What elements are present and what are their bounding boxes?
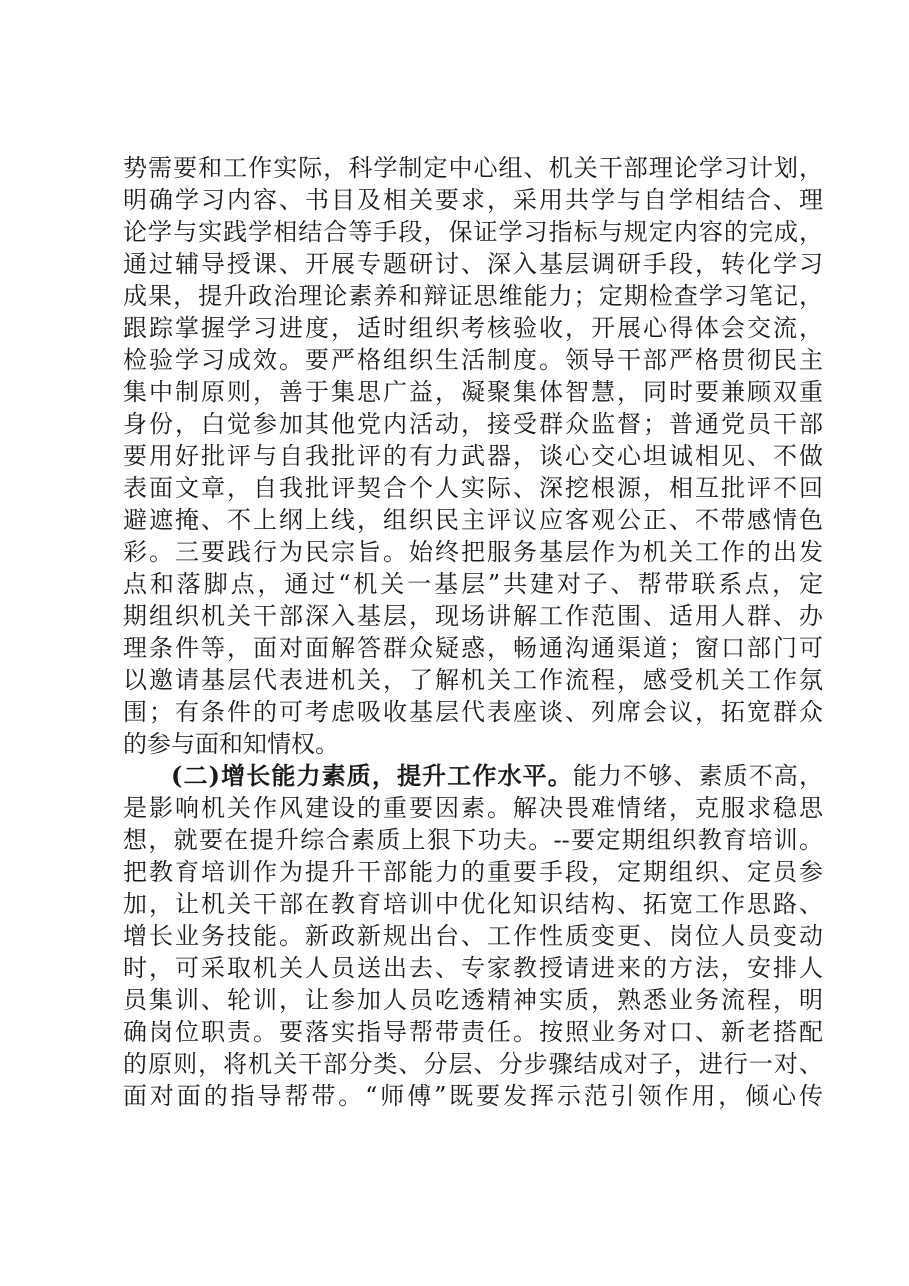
text-line: 期组织机关干部深入基层，现场讲解工作范围、适用人群、办 bbox=[123, 602, 823, 630]
text-line: 表面文章，自我批评契合个人实际、深挖根源，相互批评不回 bbox=[123, 474, 823, 502]
text-line: 通过辅导授课、开展专题研讨、深入基层调研手段，转化学习 bbox=[123, 250, 823, 278]
section-first-line-text: 能力不够、素质不高， bbox=[572, 762, 823, 790]
text-line: 集中制原则，善于集思广益，凝聚集体智慧，同时要兼顾双重 bbox=[123, 378, 823, 406]
text-line: 身份，白觉参加其他党内活动，接受群众监督；普通党员干部 bbox=[123, 410, 823, 438]
text-line: 跟踪掌握学习进度，适时组织考核验收，开展心得体会交流， bbox=[123, 314, 823, 342]
text-line: 想，就要在提升综合素质上狠下功夫。--要定期组织教育培训。 bbox=[123, 826, 823, 854]
text-line: 面对面的指导帮带。“师傅”既要发挥示范引领作用，倾心传 bbox=[123, 1082, 823, 1110]
text-line: 论学与实践学相结合等手段，保证学习指标与规定内容的完成， bbox=[123, 218, 823, 246]
text-line: 点和落脚点，通过“机关一基层”共建对子、帮带联系点，定 bbox=[123, 570, 823, 598]
text-line: 成果，提升政治理论素养和辩证思维能力；定期检查学习笔记， bbox=[123, 282, 823, 310]
text-line: 的原则，将机关干部分类、分层、分步骤结成对子，进行一对、 bbox=[123, 1050, 823, 1078]
text-line: 理条件等，面对面解答群众疑惑，畅通沟通渠道；窗口部门可 bbox=[123, 634, 823, 662]
text-line: 加，让机关干部在教育培训中优化知识结构、拓宽工作思路、 bbox=[123, 890, 823, 918]
text-line: 避遮掩、不上纲上线，组织民主评议应客观公正、不带感情色 bbox=[123, 506, 823, 534]
section-first-line bbox=[123, 760, 823, 792]
document-page bbox=[123, 152, 823, 1112]
text-line: 明确学习内容、书目及相关要求，采用共学与自学相结合、理 bbox=[123, 186, 823, 214]
section-heading: (二)增长能力素质，提升工作水平。 bbox=[171, 761, 573, 790]
text-line: 增长业务技能。新政新规出台、工作性质变更、岗位人员变动 bbox=[123, 922, 823, 950]
text-line: 以邀请基层代表进机关，了解机关工作流程，感受机关工作氛 bbox=[123, 666, 823, 694]
text-line: 是影响机关作风建设的重要因素。解决畏难情绪，克服求稳思 bbox=[123, 794, 823, 822]
text-line: 势需要和工作实际，科学制定中心组、机关干部理论学习计划， bbox=[123, 154, 823, 182]
paragraph-end-line: 的参与面和知情权。 bbox=[123, 730, 339, 758]
text-line: 确岗位职责。要落实指导帮带责任。按照业务对口、新老搭配 bbox=[123, 1018, 823, 1046]
text-line: 检验学习成效。要严格组织生活制度。领导干部严格贯彻民主 bbox=[123, 346, 823, 374]
text-line: 彩。三要践行为民宗旨。始终把服务基层作为机关工作的出发 bbox=[123, 538, 823, 566]
text-line: 要用好批评与自我批评的有力武器，谈心交心坦诚相见、不做 bbox=[123, 442, 823, 470]
text-line: 把教育培训作为提升干部能力的重要手段，定期组织、定员参 bbox=[123, 858, 823, 886]
text-line: 员集训、轮训，让参加人员吃透精神实质，熟悉业务流程，明 bbox=[123, 986, 823, 1014]
text-line: 围；有条件的可考虑吸收基层代表座谈、列席会议，拓宽群众 bbox=[123, 698, 823, 726]
text-line: 时，可采取机关人员送出去、专家教授请进来的方法，安排人 bbox=[123, 954, 823, 982]
